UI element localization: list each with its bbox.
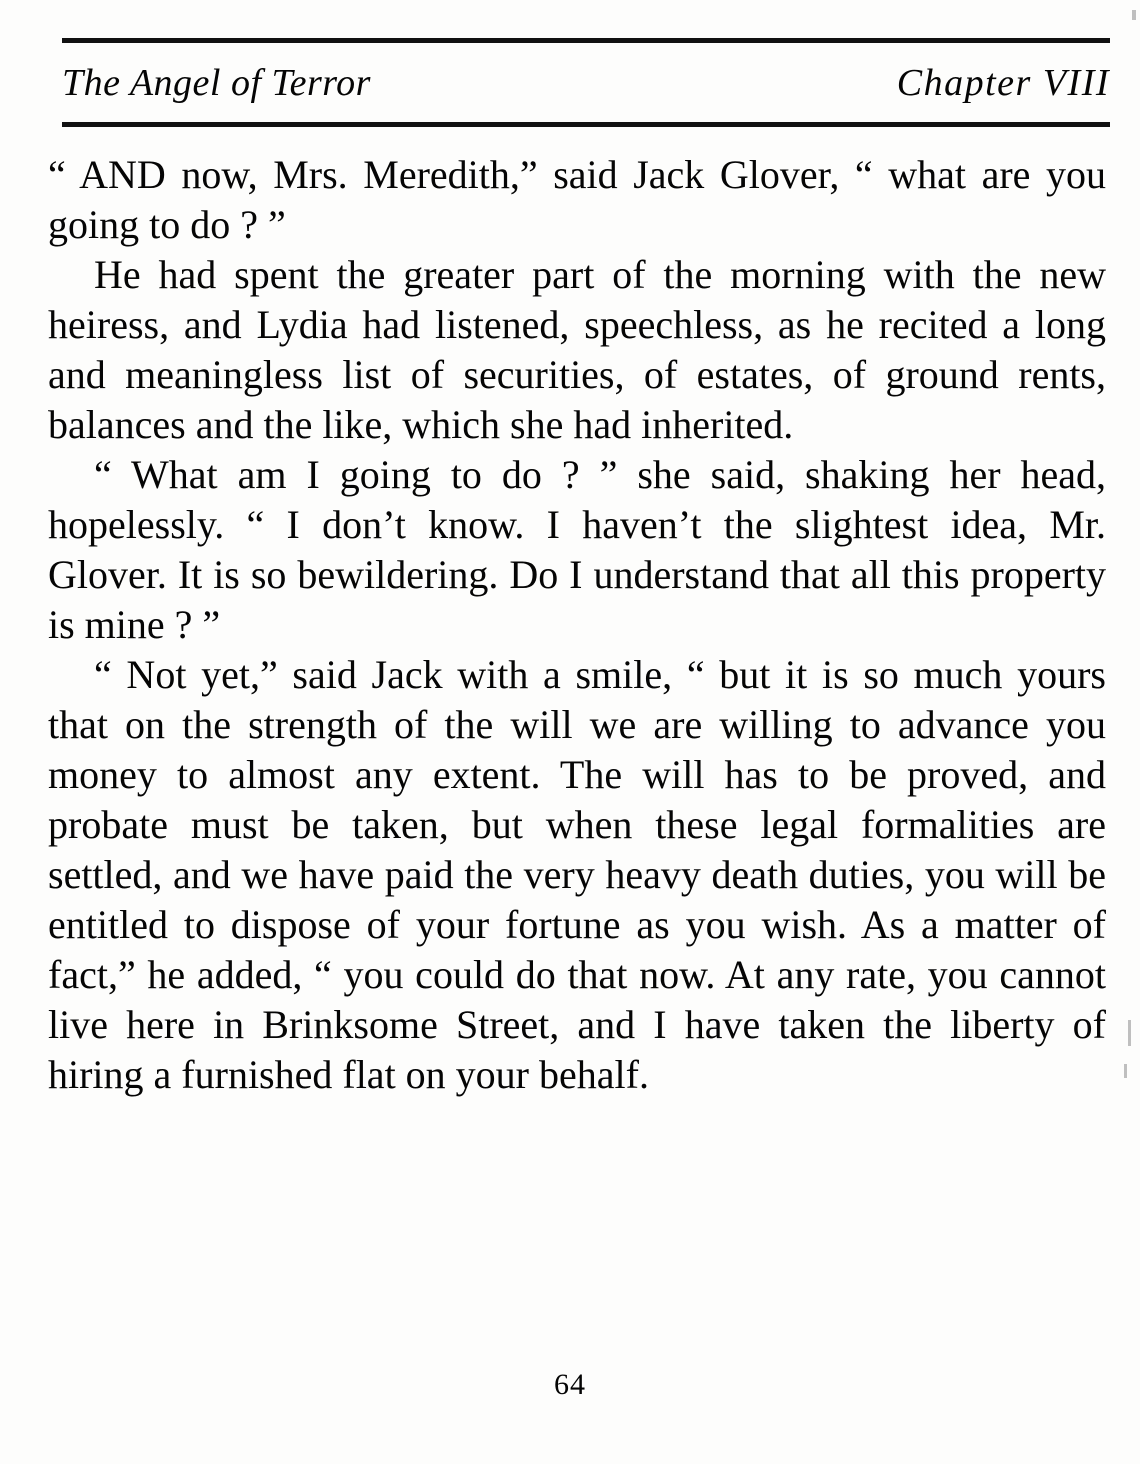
scan-speckle bbox=[1124, 1064, 1127, 1078]
page-number: 64 bbox=[554, 1368, 586, 1401]
header-rule-bottom bbox=[62, 122, 1110, 127]
running-head bbox=[62, 50, 1110, 116]
scan-speckle bbox=[1128, 1020, 1131, 1046]
scan-speckle bbox=[1132, 10, 1136, 20]
paragraph: He had spent the greater part of the morning with the new heiress, and Lydia had listened, speechless, as he recited a long and meaningless list of securities, of estates, of ground rents, balances and the like, which she had inherited. bbox=[48, 252, 1106, 447]
header-rule-top bbox=[62, 38, 1110, 43]
paragraph: “ What am I going to do ? ” she said, shaking her head, hopelessly. “ I don’t know. I haven’t the slightest idea, Mr. Glover. It is so bewildering. Do I understand that all this property is mine ? ” bbox=[48, 452, 1106, 647]
body-text bbox=[48, 150, 1106, 1100]
running-head-chapter-label: Chapter VIII bbox=[896, 62, 1110, 104]
paragraph: “ AND now, Mrs. Meredith,” said Jack Glover, “ what are you going to do ? ” bbox=[48, 152, 1106, 247]
running-head-book-title: The Angel of Terror bbox=[62, 62, 371, 104]
paragraph: “ Not yet,” said Jack with a smile, “ but it is so much yours that on the strength of the will we are willing to advance you money to almost any extent. The will has to be proved, and probate must be taken, but when these legal formalities are settled, and we have paid the very heavy death duties, you will be entitled to dispose of your fortune as you wish. As a matter of fact,” he added, “ you could do that now. At any rate, you cannot live here in Brinksome Street, and I have taken the liberty of hiring a furnished flat on your behalf. bbox=[48, 652, 1106, 1097]
